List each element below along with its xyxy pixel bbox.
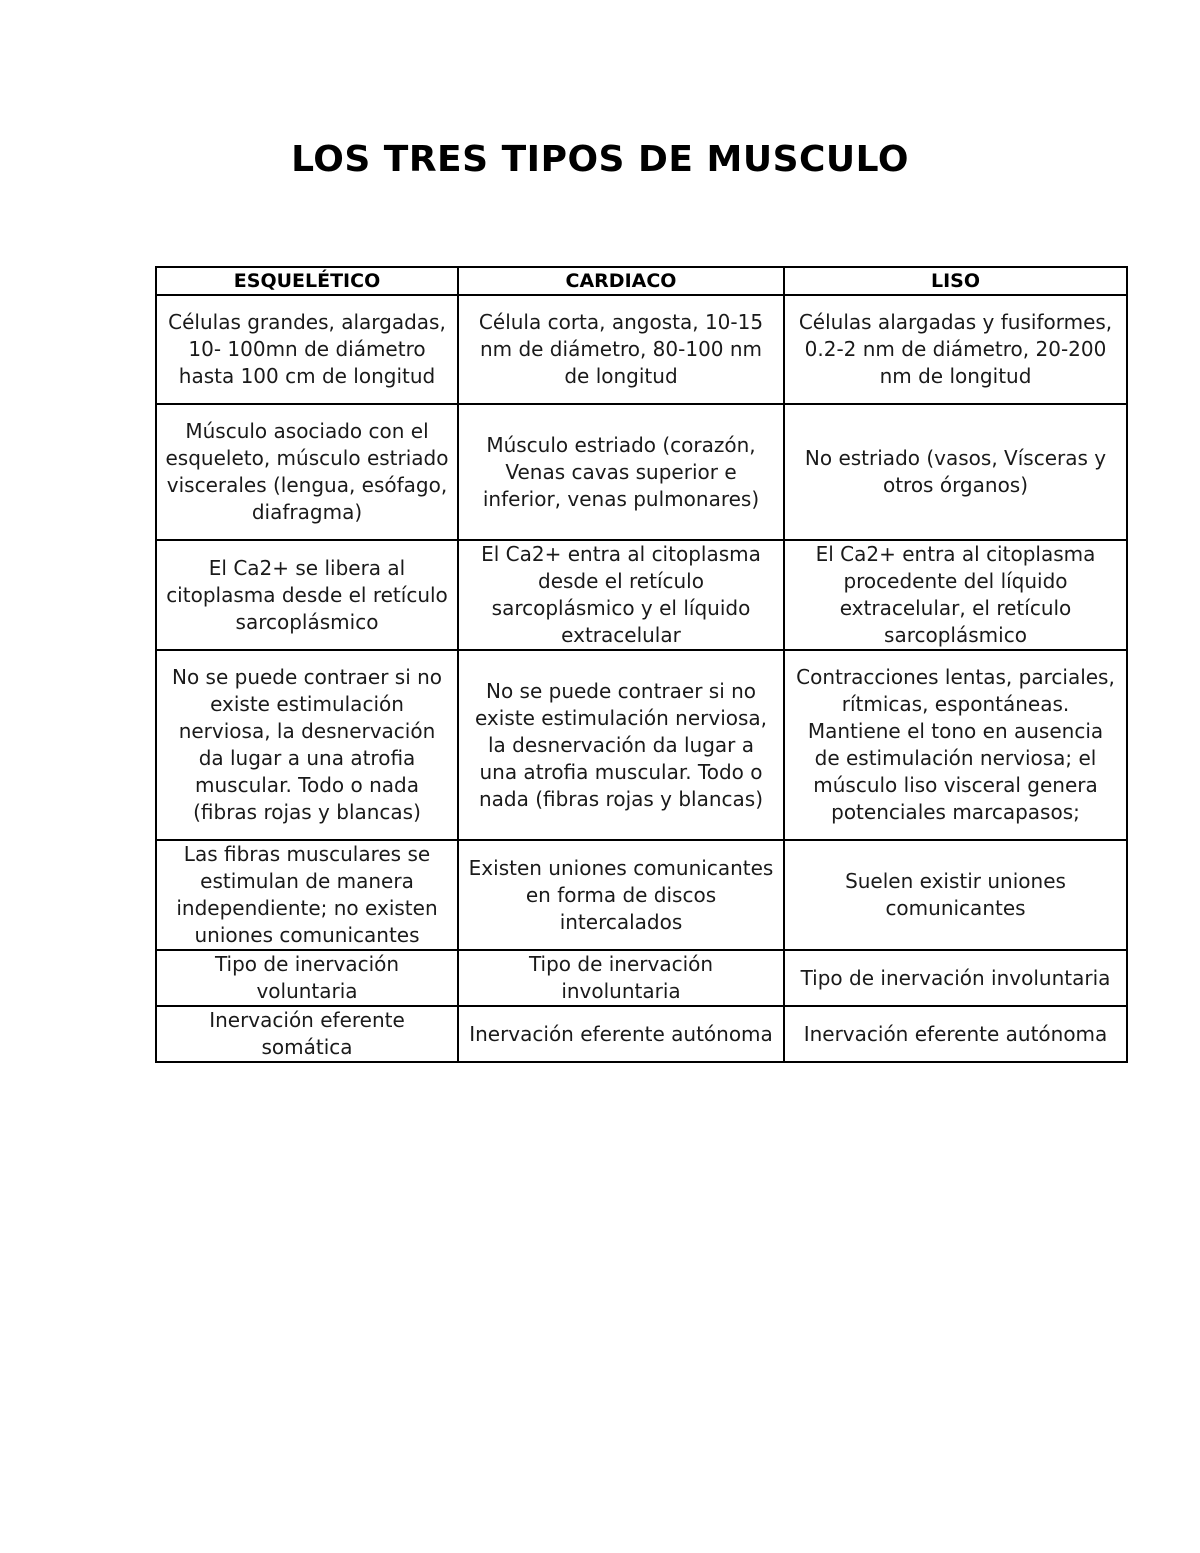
table-cell: Células grandes, alargadas, 10- 100mn de diámetro hasta 100 cm de longitud xyxy=(156,295,458,404)
table-cell: No se puede contraer si no existe estimulación nerviosa, la desnervación da lugar a una atrofia muscular. Todo o nada (fibras rojas y blancas) xyxy=(458,650,784,840)
table-cell: Las fibras musculares se estimulan de manera independiente; no existen uniones comunicantes xyxy=(156,840,458,950)
table-row xyxy=(156,540,1127,650)
header-cardiaco: CARDIACO xyxy=(458,267,784,295)
table-row xyxy=(156,404,1127,540)
table-row xyxy=(156,650,1127,840)
table-cell: Músculo asociado con el esqueleto, músculo estriado viscerales (lengua, esófago, diafragma) xyxy=(156,404,458,540)
table-cell: Inervación eferente autónoma xyxy=(784,1006,1127,1062)
table-row xyxy=(156,1006,1127,1062)
table-header-row xyxy=(156,267,1127,295)
table-cell: Tipo de inervación voluntaria xyxy=(156,950,458,1006)
table-row xyxy=(156,950,1127,1006)
header-esqueletico: ESQUELÉTICO xyxy=(156,267,458,295)
table-cell: Suelen existir uniones comunicantes xyxy=(784,840,1127,950)
table-cell: Célula corta, angosta, 10-15 nm de diámetro, 80-100 nm de longitud xyxy=(458,295,784,404)
table-cell: Células alargadas y fusiformes, 0.2-2 nm de diámetro, 20-200 nm de longitud xyxy=(784,295,1127,404)
table-cell: No estriado (vasos, Vísceras y otros órganos) xyxy=(784,404,1127,540)
table-cell: Tipo de inervación involuntaria xyxy=(458,950,784,1006)
table-cell: No se puede contraer si no existe estimulación nerviosa, la desnervación da lugar a una atrofia muscular. Todo o nada (fibras rojas y blancas) xyxy=(156,650,458,840)
table-cell: Tipo de inervación involuntaria xyxy=(784,950,1127,1006)
page-title: LOS TRES TIPOS DE MUSCULO xyxy=(291,139,909,180)
table-cell: El Ca2+ entra al citoplasma procedente del líquido extracelular, el retículo sarcoplásmico xyxy=(784,540,1127,650)
table-row xyxy=(156,295,1127,404)
table-cell: Inervación eferente autónoma xyxy=(458,1006,784,1062)
muscle-comparison-table xyxy=(155,266,1128,1063)
table-cell: Existen uniones comunicantes en forma de discos intercalados xyxy=(458,840,784,950)
table-cell: Músculo estriado (corazón, Venas cavas superior e inferior, venas pulmonares) xyxy=(458,404,784,540)
table-cell: Inervación eferente somática xyxy=(156,1006,458,1062)
header-liso: LISO xyxy=(784,267,1127,295)
table-cell: El Ca2+ se libera al citoplasma desde el retículo sarcoplásmico xyxy=(156,540,458,650)
table-cell: El Ca2+ entra al citoplasma desde el retículo sarcoplásmico y el líquido extracelular xyxy=(458,540,784,650)
table-cell: Contracciones lentas, parciales, rítmicas, espontáneas. Mantiene el tono en ausencia de estimulación nerviosa; el músculo liso visceral genera potenciales marcapasos; xyxy=(784,650,1127,840)
table-row xyxy=(156,840,1127,950)
